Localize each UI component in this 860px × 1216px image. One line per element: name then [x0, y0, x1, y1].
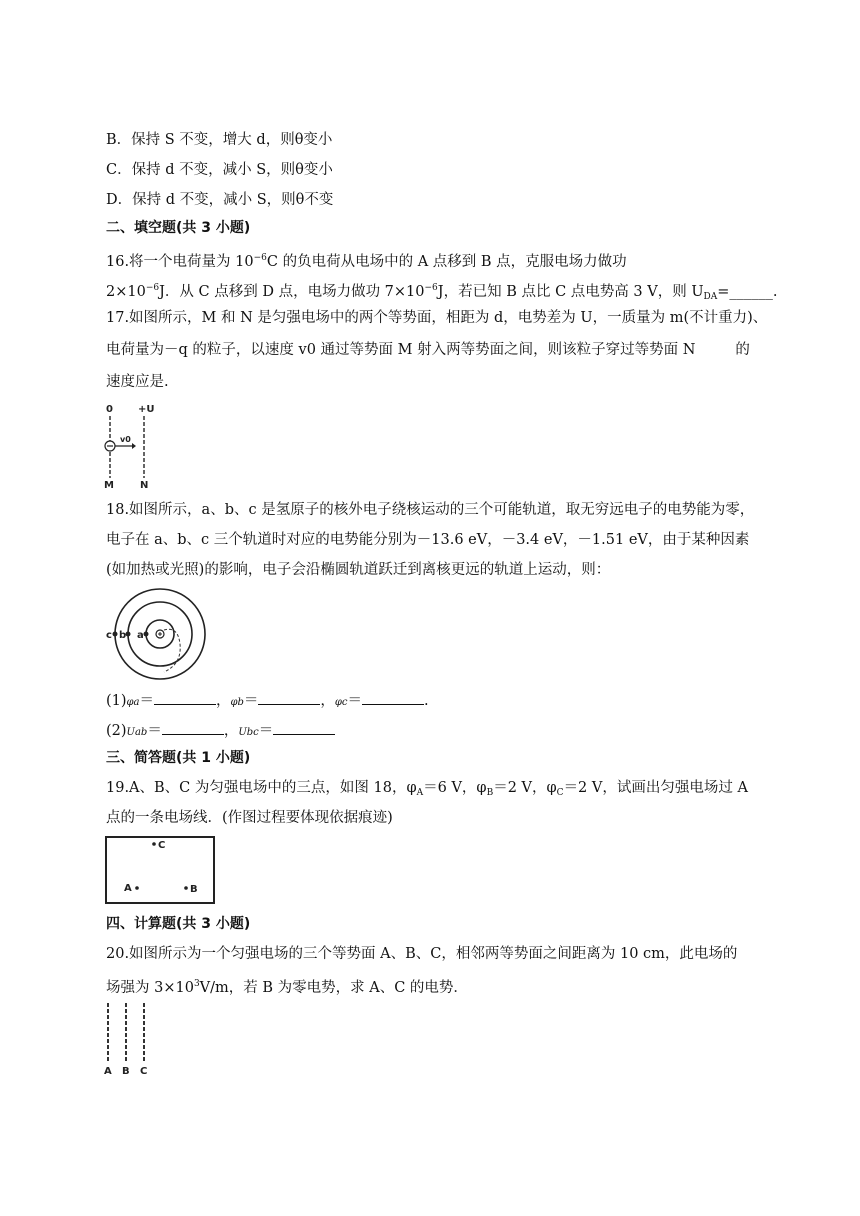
option-b: B．保持 S 不变，增大 d，则θ变小	[106, 132, 333, 148]
q17-fig-label-n: N	[140, 480, 149, 490]
q18-label-b: b	[119, 630, 127, 641]
q17-line2: 电荷量为－q 的粒子，以速度 v0 通过等势面 M 射入两等势面之间，则该粒子穿过等势面 N 的	[106, 342, 750, 358]
q20-label-c: C	[140, 1066, 148, 1076]
q18-orbit-figure	[104, 586, 216, 682]
q19-figure	[104, 835, 216, 905]
q20-line1: 20.如图所示为一个匀强电场的三个等势面 A、B、C，相邻两等势面之间距离为 10 cm，此电场的	[106, 946, 738, 962]
q18-answer1: (1)φa＝ ，φb＝ ，φc＝ .	[106, 690, 429, 713]
q17-fig-label-v0: v0	[120, 435, 131, 444]
q20-label-a: A	[104, 1066, 112, 1076]
q18-line2: 电子在 a、b、c 三个轨道时对应的电势能分别为－13.6 eV，－3.4 eV，－1.51 eV，由于某种因素	[106, 532, 750, 548]
q17-fig-label-0: 0	[106, 404, 113, 415]
q19-line2: 点的一条电场线．(作图过程要体现依据痕迹)	[106, 810, 393, 826]
option-d: D．保持 d 不变，减小 S，则θ不变	[106, 192, 334, 208]
q19-line1: 19.A、B、C 为匀强电场中的三点，如图 18，$\varphi_A=6$ V，$\varphi_B=2$ V，$\varphi_C=2$ V，试画出匀强电场过 A	[106, 780, 748, 798]
q17-line1: 17.如图所示，M 和 N 是匀强电场中的两个等势面，相距为 d，电势差为 U，一质量为 m(不计重力)、	[106, 310, 768, 326]
q19-label-c: C	[158, 840, 166, 851]
q19-label-b: B	[190, 884, 198, 895]
q16-line2: $2\times 10^{-6}J$．从 C 点移到 D 点，电场力做功 $7\times 10^{-6}J$，若已知 B 点比 C 点电势高 3 V，则 $U_{DA}=\_\_\_\_\_\_$.	[106, 283, 778, 302]
q17-fig-label-plusu: +U	[138, 404, 155, 415]
section-heading-fill: 二、填空题(共 3 小题)	[106, 220, 251, 236]
q19-point-a	[135, 886, 139, 890]
q18-label-c: c	[106, 630, 112, 641]
section-heading-short: 三、简答题(共 1 小题)	[106, 750, 251, 766]
option-c: C．保持 d 不变，减小 S，则θ变小	[106, 162, 333, 178]
q17-fig-label-m: M	[104, 480, 114, 490]
q20-figure	[100, 1000, 160, 1076]
q18-label-a: a	[137, 630, 144, 641]
q20-line2: 场强为 $3\times 10^3V/m$，若 B 为零电势，求 A、C 的电势．	[106, 979, 468, 996]
q18-line3: (如加热或光照)的影响，电子会沿椭圆轨道跃迁到离核更远的轨道上运动，则：	[106, 562, 611, 578]
q19-label-a: A	[124, 883, 132, 894]
q18-answer2: (2)Uab＝ ，Ubc＝	[106, 720, 335, 743]
q16-line1: 16.将一个电荷量为 $10^{-6}C$ 的负电荷从电场中的 A 点移到 B 点，克服电场力做功	[106, 253, 627, 270]
q17-figure	[100, 400, 170, 490]
q18-line1: 18.如图所示，a、b、c 是氢原子的核外电子绕核运动的三个可能轨道，取无穷远电子的电势能为零，	[106, 502, 755, 518]
section-heading-calc: 四、计算题(共 3 小题)	[106, 916, 251, 932]
q19-point-b	[184, 886, 188, 890]
q20-label-b: B	[122, 1066, 130, 1076]
q17-line3: 速度应是.	[106, 374, 169, 390]
q19-point-c	[152, 842, 156, 846]
